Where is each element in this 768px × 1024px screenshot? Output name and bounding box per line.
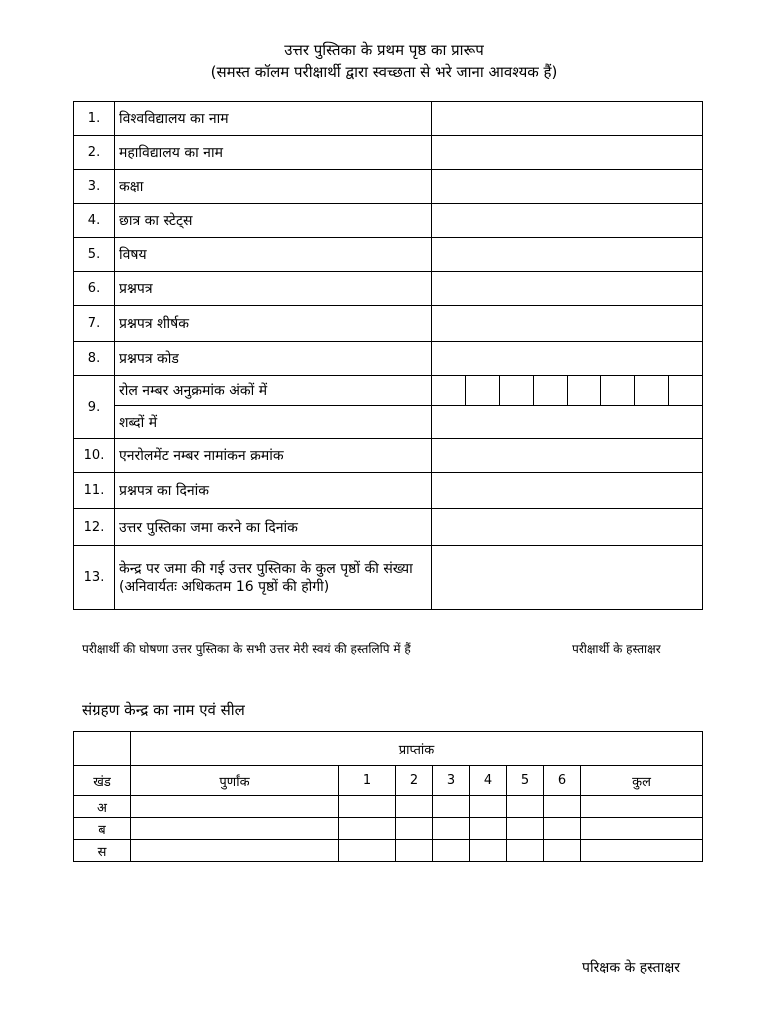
field-label-enrollment-number: एनरोलमेंट नम्बर नामांकन क्रमांक [115, 439, 432, 473]
marks-cell[interactable] [507, 818, 544, 840]
full-marks-header: पुर्णांक [131, 766, 339, 796]
table-row [74, 546, 703, 610]
marks-cell[interactable] [396, 796, 433, 818]
candidate-declaration: परीक्षार्थी की घोषणा उत्तर पुस्तिका के सभी उत्तर मेरी स्वयं की हस्तलिपि में हैं [82, 642, 411, 656]
field-value-subject[interactable] [432, 238, 703, 272]
roll-digit-box[interactable] [601, 376, 635, 406]
table-row [74, 136, 703, 170]
roll-digit-box[interactable] [567, 376, 601, 406]
marks-cell[interactable] [339, 796, 396, 818]
row-number: 6. [74, 272, 115, 306]
marks-obtained-header: प्राप्तांक [131, 732, 703, 766]
table-row [74, 818, 703, 840]
table-row [74, 840, 703, 862]
roll-digit-box[interactable] [499, 376, 533, 406]
row-number: 10. [74, 439, 115, 473]
marks-cell[interactable] [433, 818, 470, 840]
field-value-class[interactable] [432, 170, 703, 204]
section-label: ब [74, 818, 131, 840]
table-row [74, 272, 703, 306]
field-value-paper-code[interactable] [432, 342, 703, 376]
question-header: 1 [339, 766, 396, 796]
row-number: 1. [74, 102, 115, 136]
marks-cell[interactable] [507, 840, 544, 862]
table-row [74, 170, 703, 204]
marks-cell[interactable] [581, 818, 703, 840]
row-number: 8. [74, 342, 115, 376]
field-label-paper: प्रश्नपत्र [115, 272, 432, 306]
marks-cell[interactable] [131, 840, 339, 862]
roll-digit-box[interactable] [533, 376, 567, 406]
roll-digit-box[interactable] [465, 376, 499, 406]
field-value-submission-date[interactable] [432, 509, 703, 546]
question-header: 4 [470, 766, 507, 796]
question-header: 5 [507, 766, 544, 796]
field-label-college: महाविद्यालय का नाम [115, 136, 432, 170]
section-label: स [74, 840, 131, 862]
roll-digit-box[interactable] [669, 376, 703, 406]
row-number: 12. [74, 509, 115, 546]
collection-center-label: संग्रहण केन्द्र का नाम एवं सील [82, 701, 245, 719]
field-label-subject: विषय [115, 238, 432, 272]
field-value-roll-number-words[interactable] [432, 406, 703, 439]
row-number: 13. [74, 546, 115, 610]
marks-cell[interactable] [131, 796, 339, 818]
table-row [74, 509, 703, 546]
table-row [74, 732, 703, 766]
marks-cell[interactable] [544, 840, 581, 862]
row-number: 2. [74, 136, 115, 170]
roll-digit-box[interactable] [635, 376, 669, 406]
row-number: 4. [74, 204, 115, 238]
roll-digit-box[interactable] [432, 376, 466, 406]
table-row [74, 796, 703, 818]
table-row [74, 238, 703, 272]
row-number: 11. [74, 473, 115, 509]
examiner-signature-label: परिक्षक के हस्ताक्षर [582, 960, 680, 976]
question-header: 3 [433, 766, 470, 796]
field-value-paper-title[interactable] [432, 306, 703, 342]
marks-cell[interactable] [581, 796, 703, 818]
section-label: अ [74, 796, 131, 818]
table-row [74, 342, 703, 376]
field-value-paper[interactable] [432, 272, 703, 306]
table-row [74, 473, 703, 509]
field-label-student-status: छात्र का स्टेट्स [115, 204, 432, 238]
marks-cell[interactable] [470, 818, 507, 840]
field-label-paper-title: प्रश्नपत्र शीर्षक [115, 306, 432, 342]
field-label-paper-date: प्रश्नपत्र का दिनांक [115, 473, 432, 509]
table-row [74, 439, 703, 473]
field-label-paper-code: प्रश्नपत्र कोड [115, 342, 432, 376]
field-value-college[interactable] [432, 136, 703, 170]
marks-cell[interactable] [544, 796, 581, 818]
table-row [74, 204, 703, 238]
form-title: उत्तर पुस्तिका के प्रथम पृष्ठ का प्रारूप [284, 41, 484, 59]
student-details-table [73, 101, 703, 610]
form-subtitle: (समस्त कॉलम परीक्षार्थी द्वारा स्वच्छता से भरे जाना आवश्यक हैं) [210, 63, 558, 81]
row-number: 7. [74, 306, 115, 342]
candidate-signature-label: परीक्षार्थी के हस्ताक्षर [572, 642, 661, 656]
marks-cell[interactable] [131, 818, 339, 840]
marks-cell[interactable] [396, 840, 433, 862]
field-label-university: विश्वविद्यालय का नाम [115, 102, 432, 136]
table-row [74, 376, 703, 406]
field-value-student-status[interactable] [432, 204, 703, 238]
row-number: 3. [74, 170, 115, 204]
marks-cell[interactable] [507, 796, 544, 818]
table-row [74, 406, 703, 439]
marks-cell[interactable] [433, 796, 470, 818]
field-label-roll-number-words: शब्दों में [115, 406, 432, 439]
question-header: 2 [396, 766, 433, 796]
field-label-class: कक्षा [115, 170, 432, 204]
marks-cell[interactable] [470, 796, 507, 818]
question-header: 6 [544, 766, 581, 796]
row-number: 9. [74, 376, 115, 439]
table-row [74, 306, 703, 342]
marks-cell[interactable] [396, 818, 433, 840]
marks-table [73, 731, 703, 862]
section-header: खंड [74, 766, 131, 796]
field-value-university[interactable] [432, 102, 703, 136]
marks-cell[interactable] [581, 840, 703, 862]
field-value-enrollment-number[interactable] [432, 439, 703, 473]
table-row [74, 102, 703, 136]
empty-corner-cell [74, 732, 131, 766]
field-value-paper-date[interactable] [432, 473, 703, 509]
field-value-total-pages[interactable] [432, 546, 703, 610]
field-label-total-pages: केन्द्र पर जमा की गई उत्तर पुस्तिका के कुल पृष्ठों की संख्या (अनिवार्यतः अधिकतम 16 पृष्ठों की होगी) [115, 546, 432, 610]
table-row [74, 766, 703, 796]
marks-cell[interactable] [339, 840, 396, 862]
marks-cell[interactable] [433, 840, 470, 862]
marks-cell[interactable] [470, 840, 507, 862]
field-label-submission-date: उत्तर पुस्तिका जमा करने का दिनांक [115, 509, 432, 546]
marks-cell[interactable] [544, 818, 581, 840]
marks-cell[interactable] [339, 818, 396, 840]
row-number: 5. [74, 238, 115, 272]
field-label-roll-number-digits: रोल नम्बर अनुक्रमांक अंकों में [115, 376, 432, 406]
total-header: कुल [581, 766, 703, 796]
